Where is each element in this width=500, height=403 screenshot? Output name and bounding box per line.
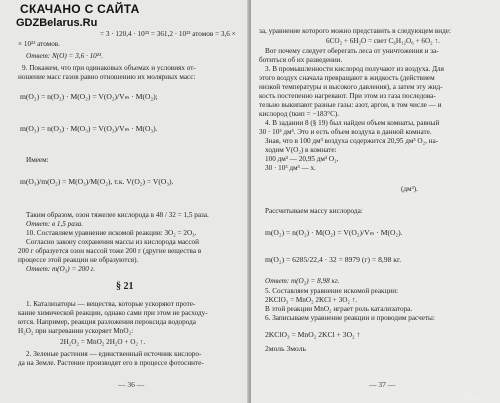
text-line: Вот почему следует оберегать леса от уничтожения и за- bbox=[265, 47, 439, 55]
section-heading: § 21 bbox=[116, 281, 134, 292]
text-line: Имеем: bbox=[26, 156, 49, 164]
answer-line: Ответ: N(O) = 3,6 · 10²³. bbox=[26, 52, 103, 60]
text-line: низкой температуры и высокого давления), а затем эту жид- bbox=[259, 83, 443, 91]
problem-line: 9. Покажем, что при одинаковых объемах и условиях от- bbox=[22, 64, 196, 72]
formula: m(O₂) = n(O₂) · M(O₂) = V(O₂)/Vₘ · M(O₂); bbox=[20, 92, 158, 101]
text-line: за, уравнение которого можно представить в следующем виде: bbox=[259, 27, 451, 35]
page-number: — 37 — bbox=[369, 380, 396, 389]
text-line: кание химической реакции, однако сами при этом не расходу- bbox=[18, 309, 208, 317]
formula: m(O₂) = 6285/22,4 · 32 = 8979 (г) = 8,98 кг. bbox=[265, 255, 402, 264]
equation: 2H₂O₂ = MnO₂ 2H₂O + O₂ ↑. bbox=[60, 338, 146, 346]
formula: m(O₂) = n(O₂) · M(O₂) = V(O₂)/Vₘ · M(O₂). bbox=[265, 228, 403, 237]
answer-line: Ответ: m(O₃) = 200 г. bbox=[26, 265, 96, 273]
equation: 2KClO₃ = MnO₂ 2KCl + 3O₂ ↑. bbox=[265, 296, 358, 304]
page-number: — 36 — bbox=[118, 380, 145, 389]
text-line: Согласно закону сохранения массы из кислорода массой bbox=[26, 238, 199, 246]
left-page bbox=[0, 0, 249, 403]
text-line: Таким образом, озон тяжелее кислорода в 48 / 32 = 1,5 раза. bbox=[26, 211, 209, 219]
right-page bbox=[251, 0, 500, 403]
text-line: × 10²³ атомов. bbox=[18, 40, 60, 48]
equation: 2KClO₃ = MnO₂ 2KCl + 3O₂ ↑ bbox=[265, 330, 361, 339]
problem-line: 10. Составляем уравнение искомой реакции: 3O₂ = 2O₃. bbox=[26, 229, 197, 237]
text-line: (дм³). bbox=[401, 185, 418, 193]
answer-line: Ответ: в 1,5 раза. bbox=[26, 220, 84, 228]
text-line: кислород (tкип = −183°C). bbox=[259, 110, 340, 118]
text-line: H₂O₂ при нагревании ускоряет MnO₂: bbox=[18, 327, 134, 335]
text-line: ношение масс газов равно отношению их молярных масс: bbox=[18, 73, 196, 81]
text-line: 30 · 10³ дм³. Это и есть объем воздуха в данной комнате. bbox=[259, 128, 432, 136]
equation: 6CO₂ + 6H₂O = свет C₆H₁₂O₆ + 6O₂ ↑. bbox=[326, 37, 440, 45]
equation: 2моль 3моль bbox=[265, 344, 307, 353]
answer-line: Ответ: m(O₂) = 8,98 кг. bbox=[265, 277, 340, 285]
text-line: Рассчитываем массу кислорода: bbox=[265, 207, 363, 215]
text-line: кость постепенно нагревают. При этом из газа последова- bbox=[259, 92, 436, 100]
text-line: 2. Зеленые растения — единственный источник кислоро- bbox=[26, 350, 202, 358]
problem-line: 5. Составляем уравнение искомой реакции: bbox=[265, 287, 399, 295]
site-url: www.GDZBelarus.Ru bbox=[441, 395, 498, 401]
text-line: Зная, что в 100 дм³ воздуха содержится 20,95 дм³ O₂, на- bbox=[265, 137, 439, 145]
formula: m(O₃)/m(O₂) = M(O₃)/M(O₂), т.к. V(O₂) = V(O₃). bbox=[20, 177, 174, 186]
watermark-site: GDZBelarus.Ru bbox=[16, 17, 98, 29]
text-line: 200 г образуется озон массой тоже 200 г (другие вещества в bbox=[18, 247, 202, 255]
text-line: ются. Например, реакция разложения пероксида водорода bbox=[18, 318, 196, 326]
text-line: В этой реакции MnO₂ играет роль катализатора. bbox=[265, 305, 413, 313]
text-line: этого воздух сначала превращают в жидкость (действием bbox=[259, 74, 435, 82]
problem-line: 6. Записываем уравнение реакции и проводим расчеты: bbox=[265, 314, 435, 322]
text-line: ходим V(O₂) в комнате: bbox=[265, 146, 337, 154]
text-line: ботиться об их разведении. bbox=[259, 56, 343, 64]
text-line: да на Земле. Растение производят его в процессе фотосинте- bbox=[18, 359, 204, 367]
problem-line: 3. В промышленности кислород получают из воздуха. Для bbox=[265, 65, 444, 73]
text-line: 100 дм³ — 20,95 дм³ O₂, bbox=[265, 155, 339, 163]
problem-line: 4. В задании 8 (§ 19) был найден объем комнаты, равный bbox=[265, 119, 440, 127]
watermark-title: СКАЧАНО С САЙТА bbox=[20, 2, 140, 16]
text-line: тельно выкипают разные газы: азот, аргон, в том числе — и bbox=[259, 101, 442, 109]
text-line: 30 · 10³ дм³ — x. bbox=[265, 164, 316, 172]
text-line: 1. Катализаторы — вещества, которые ускоряют проте- bbox=[26, 300, 196, 308]
formula: m(O₃) = n(O₃) · M(O₃) = V(O₃)/Vₘ · M(O₃). bbox=[20, 124, 158, 133]
text-line: = 3 · 120,4 · 10²³ = 361,2 · 10²³ атомов = 3,6 × bbox=[100, 30, 236, 38]
text-line: процессе этой реакции не образуются). bbox=[18, 256, 139, 264]
